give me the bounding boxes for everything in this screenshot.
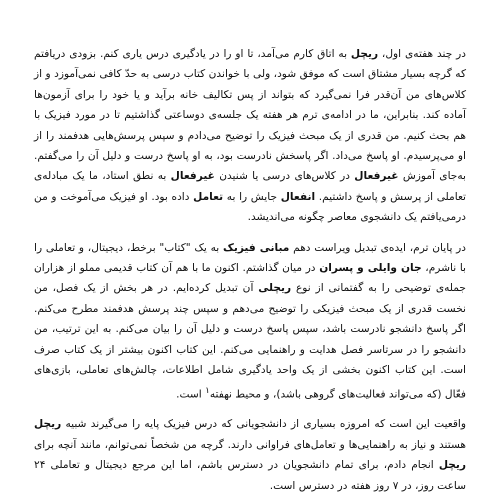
- text-run: جایش را به: [223, 190, 281, 203]
- emphasized-term: ریچل: [350, 48, 379, 60]
- emphasized-term: ریچلی: [258, 282, 292, 295]
- paragraph-2: [34, 238, 466, 405]
- text-run: انجام دادم، برای تمام دانشجویان در دسترس باشم، اما این مرجع دیجیتال و تعاملی ۲۴ ساعت روز، در ۷ روز هفته در دسترس است.: [34, 459, 466, 492]
- text-run: آن تبدیل کرده‌ایم. در هر بخش از یک فصل، من نخست قدری از یک مبحث فیزیکی را توضیح می‌دهم و سپس چند پرسش هدفمند مطرح می‌کنم. اگر پاسخ دانشجو نادرست باشد، سپس پاسخ درست و دلیل آن را بیان می‌کنم. به این ترتیب، من دانشجو را در سرتاسر فصل هدایت و راهنمایی می‌کنم. این کتاب اکنون بیشتر از یک کتاب صرف است. این کتاب اکنون بخشی از یک واحد یادگیری شامل اطلاعات، چالش‌های تعاملی، بازی‌های فعّال (که می‌تواند فعالیت‌های گروهی باشد)، و محیط نهفته: [34, 282, 466, 401]
- emphasized-term: جان وایلی و پسران: [319, 262, 422, 275]
- text-run: در کلاس‌های درسی یا شنیدن: [214, 170, 355, 183]
- text-run: داده بود. او فیزیک می‌آموخت و من درمی‌یافتم یک دانشجوی معاصر چگونه می‌اندیشد.: [34, 190, 466, 224]
- text-run: در چند هفته‌ی اول،: [378, 48, 466, 60]
- emphasized-term: غیرفعال: [170, 170, 215, 183]
- text-run: به یک "کتاب" برخط، دیجیتال، و تعاملی را با ناشرم،: [34, 241, 466, 275]
- paragraph-1: [34, 44, 466, 228]
- emphasized-term: مبانی فیزیک: [223, 241, 290, 254]
- text-run: در پایان ترم، ایده‌ی تبدیل ویراست دهم: [289, 241, 467, 254]
- emphasized-term: تعامل: [193, 190, 224, 203]
- emphasized-term: انفعال: [280, 190, 316, 203]
- text-run: است.: [176, 388, 206, 401]
- emphasized-term: ریچل: [438, 459, 466, 472]
- text-run: به اتاق کارم می‌آمد، تا او را در یادگیری درس یاری کنم. بزودی دریافتم که گرچه بسیار مشتاق است که موفق شود، ولی با خواندن کتاب درسی به حدّ کافی نمی‌آموزد و از کلاس‌های من آن‌قدر فرا نمی‌گیرد که بتواند از پس تکالیف خانه برآید و یا خود را برای آزمون‌ها آماده کند. بنابراین، ما در ادامه‌ی ترم هر هفته یک جلسه‌ی دوساعتی گذاشتیم تا در مورد فیزیک با هم بحث کنیم. من قدری از یک مبحث فیزیک را توضیح می‌دادم و سپس پرسش‌هایی هدفمند را از او می‌پرسیدم. او پاسخ می‌داد. اگر پاسخش نادرست بود، به او پاسخ درست و دلیل آن را می‌گفتم. به‌جای آموزش: [34, 48, 466, 183]
- emphasized-term: ریچل: [34, 418, 62, 431]
- paragraph-3: [34, 414, 466, 496]
- text-run: هستند و نیاز به راهنمایی‌ها و تعامل‌های فراوانی دارند. گرچه من شخصاً نمی‌توانم، مانند آنچه برای: [34, 438, 466, 451]
- text-run: در میان گذاشتم. اکنون ما با هم آن کتاب قدیمی مملو از هزاران جمله‌ی توضیحی را به گفتمانی از نوع: [34, 262, 466, 295]
- text-run: به نطق استاد، ما یک مبادله‌ی تعاملی از پرسش و پاسخ داشتیم.: [34, 170, 467, 203]
- emphasized-term: غیرفعال: [354, 170, 399, 183]
- text-run: واقعیت این است که امروزه بسیاری از دانشجویانی که درس فیزیک پایه را می‌گیرند شبیه: [61, 418, 466, 431]
- footnote-marker: ۱: [205, 385, 210, 396]
